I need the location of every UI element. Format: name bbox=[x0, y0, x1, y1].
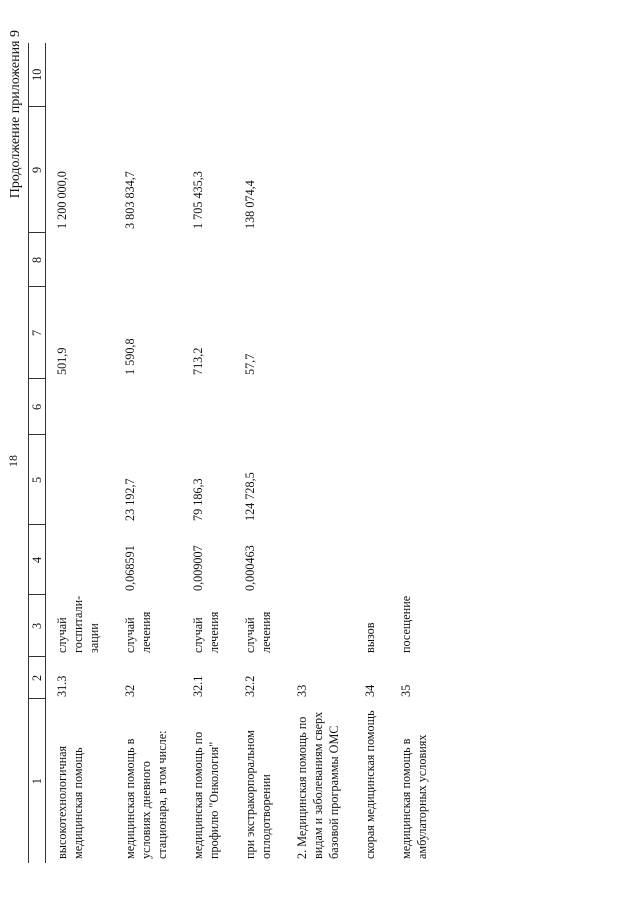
cell-col10 bbox=[390, 43, 442, 107]
column-header: 4 bbox=[29, 525, 46, 595]
cell-col5: 79 186,3 bbox=[191, 478, 205, 521]
row-name: скорая медицинская помощь bbox=[363, 710, 377, 859]
row-unit: посещение bbox=[399, 595, 413, 653]
row-number: 31.3 bbox=[55, 675, 69, 697]
cell-col4: 0,000463 bbox=[243, 545, 257, 591]
cell-col7: 57,7 bbox=[243, 353, 257, 375]
row-name: 2. Медицинская помощь по видам и заболеваниям сверх базовой программы ОМС bbox=[295, 711, 341, 859]
row-name: при экстракорпоральном оплодотворении bbox=[243, 730, 273, 859]
cell-col5: 124 728,5 bbox=[243, 472, 257, 521]
table-row bbox=[114, 43, 182, 863]
cell-col5 bbox=[354, 435, 390, 525]
cell-col8 bbox=[182, 233, 234, 287]
column-header: 9 bbox=[29, 107, 46, 233]
cell-col5 bbox=[390, 435, 442, 525]
cell-col6 bbox=[286, 379, 354, 435]
cell-col6 bbox=[354, 379, 390, 435]
table-row bbox=[354, 43, 390, 863]
header-row bbox=[29, 43, 46, 863]
column-header: 10 bbox=[29, 43, 46, 107]
cell-col7: 713,2 bbox=[191, 347, 205, 375]
row-unit: вызов bbox=[363, 622, 377, 653]
cell-col4: 0,009007 bbox=[191, 545, 205, 591]
row-unit bbox=[286, 595, 354, 657]
table-row bbox=[286, 43, 354, 863]
row-number: 33 bbox=[295, 684, 309, 697]
row-number: 35 bbox=[399, 684, 413, 697]
row-name: высокотехнологичная медицинская помощь bbox=[55, 745, 85, 859]
cell-col8 bbox=[286, 233, 354, 287]
cell-col9 bbox=[286, 107, 354, 233]
column-header: 6 bbox=[29, 379, 46, 435]
cell-col10 bbox=[354, 43, 390, 107]
table-row bbox=[234, 43, 286, 863]
cell-col9 bbox=[354, 107, 390, 233]
cell-col6 bbox=[234, 379, 286, 435]
row-number: 32.2 bbox=[243, 675, 257, 697]
table-row bbox=[46, 43, 115, 863]
row-name: медицинская помощь в амбулаторных условиях bbox=[399, 734, 429, 859]
row-name: медицинская помощь в условиях дневного стационара, в том числе: bbox=[123, 730, 169, 859]
cell-col4 bbox=[390, 525, 442, 595]
cell-col10 bbox=[182, 43, 234, 107]
row-name: медицинская помощь по профилю "Онкология" bbox=[191, 731, 221, 859]
column-header: 2 bbox=[29, 657, 46, 699]
cell-col8 bbox=[114, 233, 182, 287]
cell-col10 bbox=[46, 43, 115, 107]
cell-col6 bbox=[182, 379, 234, 435]
data-table bbox=[28, 43, 442, 863]
cell-col9: 3 803 834,7 bbox=[123, 171, 137, 229]
page-number: 18 bbox=[6, 455, 20, 467]
cell-col4 bbox=[354, 525, 390, 595]
cell-col7 bbox=[286, 287, 354, 379]
cell-col9 bbox=[390, 107, 442, 233]
cell-col5 bbox=[286, 435, 354, 525]
cell-col9: 138 074,4 bbox=[243, 180, 257, 229]
cell-col8 bbox=[46, 233, 115, 287]
cell-col8 bbox=[390, 233, 442, 287]
cell-col6 bbox=[46, 379, 115, 435]
column-header: 1 bbox=[29, 699, 46, 863]
cell-col4: 0,068591 bbox=[123, 545, 137, 591]
column-header: 7 bbox=[29, 287, 46, 379]
cell-col7 bbox=[390, 287, 442, 379]
cell-col7: 1 590,8 bbox=[123, 338, 137, 375]
cell-col6 bbox=[114, 379, 182, 435]
cell-col5: 23 192,7 bbox=[123, 478, 137, 521]
cell-col10 bbox=[286, 43, 354, 107]
row-unit: случай лечения bbox=[243, 611, 273, 653]
column-header: 8 bbox=[29, 233, 46, 287]
row-unit: случай лечения bbox=[191, 611, 221, 653]
row-number: 34 bbox=[363, 684, 377, 697]
cell-col8 bbox=[354, 233, 390, 287]
row-unit: случай госпитали-зации bbox=[55, 595, 101, 653]
cell-col7 bbox=[354, 287, 390, 379]
row-number: 32.1 bbox=[191, 675, 205, 697]
cell-col5 bbox=[46, 435, 115, 525]
column-header: 3 bbox=[29, 595, 46, 657]
cell-col9: 1 705 435,3 bbox=[191, 171, 205, 229]
cell-col10 bbox=[234, 43, 286, 107]
table-row bbox=[390, 43, 442, 863]
cell-col4 bbox=[46, 525, 115, 595]
cell-col9: 1 200 000,0 bbox=[55, 171, 69, 229]
table-row bbox=[182, 43, 234, 863]
row-unit: случай лечения bbox=[123, 611, 153, 653]
cell-col6 bbox=[390, 379, 442, 435]
row-number: 32 bbox=[123, 684, 137, 697]
cell-col4 bbox=[286, 525, 354, 595]
cell-col10 bbox=[114, 43, 182, 107]
cell-col8 bbox=[234, 233, 286, 287]
column-header: 5 bbox=[29, 435, 46, 525]
cell-col7: 501,9 bbox=[55, 347, 69, 375]
table-caption: Продолжение приложения 9 bbox=[8, 30, 23, 199]
